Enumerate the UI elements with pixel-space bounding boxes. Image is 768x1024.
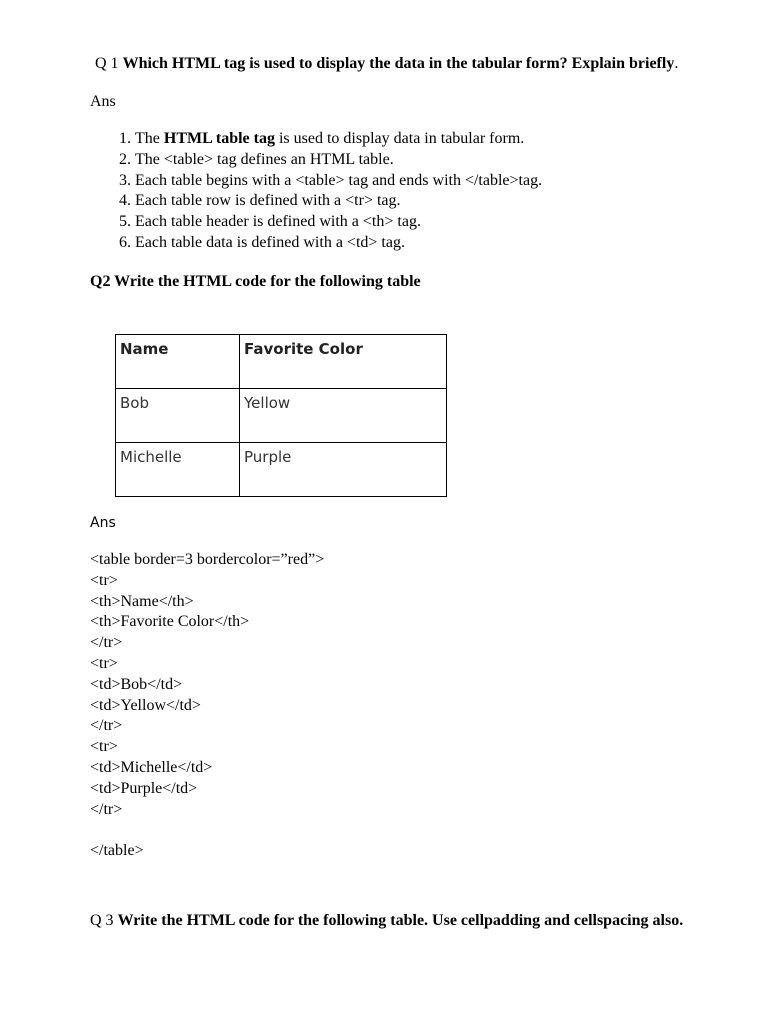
code-line: </tr> [90,800,123,818]
table-row [116,389,447,443]
list-item [135,171,690,192]
table-header-row [116,335,447,389]
question-1 [90,53,690,74]
question-3 [90,910,690,931]
code-line: <th>Name</th> [90,592,194,610]
answer-2-code [90,550,690,862]
list-item-text: Each table row is defined with a <tr> tag. [135,192,401,210]
list-item-text: Each table header is defined with a <th> tag. [135,213,421,231]
document-page [90,53,690,292]
list-item-text: Each table data is defined with a <td> tag. [135,233,405,251]
table-cell: Purple [240,443,447,497]
question-3-number: Q 3 [90,912,118,929]
answer-2-label: Ans [90,515,116,531]
code-line: <tr> [90,738,118,756]
code-line: </tr> [90,634,123,652]
code-line: <tr> [90,654,118,672]
table-cell: Bob [116,389,240,443]
code-line: <tr> [90,571,118,589]
table-cell: Yellow [240,389,447,443]
list-item [135,129,690,150]
code-line: <td>Yellow</td> [90,696,201,714]
question-3-text: Write the HTML code for the following table. Use cellpadding and cellspacing also. [117,912,684,929]
list-item-text: is used to display data in tabular form. [274,130,525,147]
list-item [135,233,690,254]
code-line: </table> [90,842,144,860]
list-item-text: Each table begins with a <table> tag and ends with </table>tag. [135,171,543,189]
list-item-text: The [135,130,164,147]
code-blank-line [90,820,690,841]
table-row [116,443,447,497]
code-line: <td>Bob</td> [90,675,183,693]
question-1-period: . [674,55,679,72]
code-line: <td>Purple</td> [90,779,198,797]
table-cell: Michelle [116,443,240,497]
question-1-number: Q 1 [95,55,123,72]
question-2: Q2 Write the HTML code for the following table [90,272,421,290]
list-item [135,191,690,212]
list-item-bold: HTML table tag [163,130,275,147]
code-line: <td>Michelle</td> [90,758,213,776]
sample-table [115,334,447,497]
list-item [135,150,690,171]
list-item-text: The <table> tag defines an HTML table. [135,150,394,168]
list-item [135,212,690,233]
answer-1-label: Ans [90,93,116,110]
code-line: <th>Favorite Color</th> [90,613,250,631]
table-header-name: Name [116,335,240,389]
question-1-text: Which HTML tag is used to display the data in the tabular form? Explain briefly [122,55,675,72]
answer-1-list [90,129,690,254]
code-line: </tr> [90,717,123,735]
table-header-favorite-color: Favorite Color [240,335,447,389]
code-line: <table border=3 bordercolor=”red”> [90,551,325,568]
